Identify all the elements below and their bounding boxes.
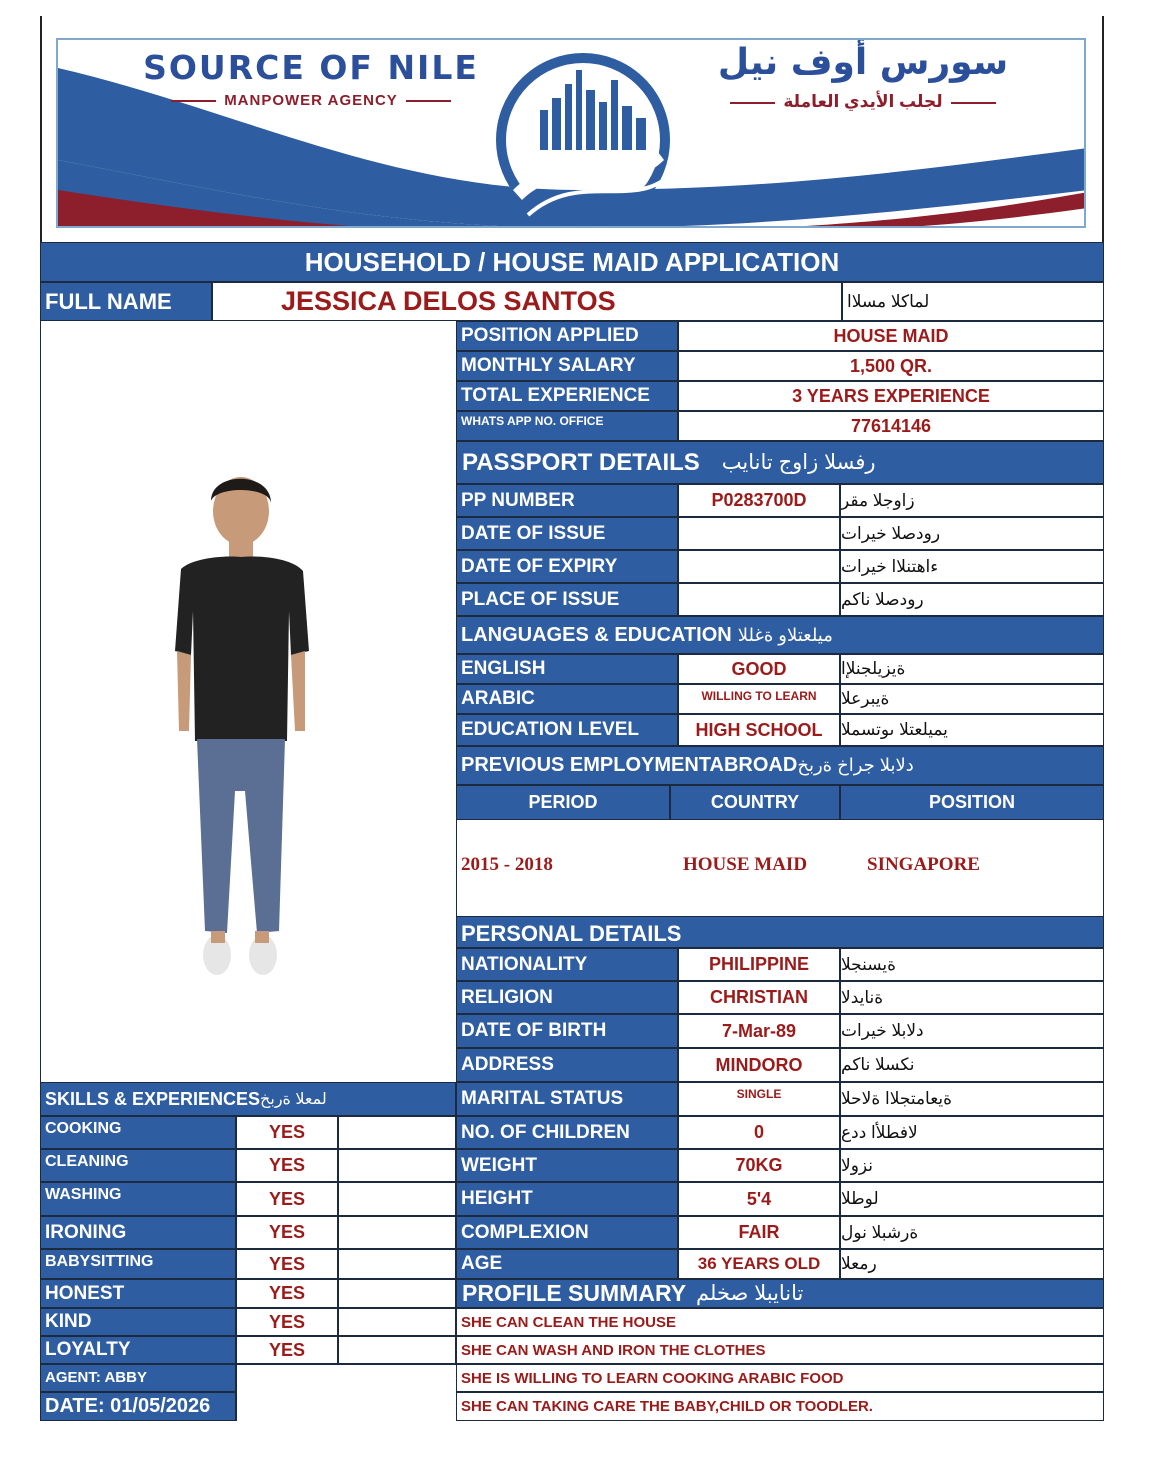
skill-loyalty-blank	[338, 1336, 456, 1364]
religion-label: RELIGION	[456, 981, 678, 1014]
complexion-label-ar: ةرشبلا نول	[840, 1216, 1104, 1249]
frame-right-border	[1102, 16, 1104, 242]
religion-label-ar: ةنايدلا	[840, 981, 1104, 1014]
languages-section-header	[456, 616, 1104, 654]
place-of-issue-value	[678, 583, 840, 616]
full-name-label: FULL NAME	[40, 282, 212, 321]
agent-field: AGENT: ABBY	[40, 1364, 236, 1392]
position-applied-label: POSITION APPLIED	[456, 321, 678, 351]
skill-ironing-value: YES	[236, 1216, 338, 1249]
skill-cooking-label: COOKING	[40, 1116, 236, 1149]
application-sheet	[40, 16, 1104, 1421]
monthly-salary-value: 1,500 QR.	[678, 351, 1104, 381]
address-label: ADDRESS	[456, 1048, 678, 1082]
height-label: HEIGHT	[456, 1182, 678, 1216]
skill-cooking-value: YES	[236, 1116, 338, 1149]
whatsapp-label: WHATS APP NO. OFFICE	[456, 411, 678, 441]
complexion-label: COMPLEXION	[456, 1216, 678, 1249]
age-label-ar: رمعلا	[840, 1249, 1104, 1279]
date-of-expiry-label: DATE OF EXPIRY	[456, 550, 678, 583]
marital-status-value: SINGLE	[678, 1082, 840, 1116]
children-value: 0	[678, 1116, 840, 1149]
date-of-expiry-label-ar: ءاهتنلاا خيرات	[840, 550, 1104, 583]
skill-honest-label: HONEST	[40, 1279, 236, 1308]
total-experience-label: TOTAL EXPERIENCE	[456, 381, 678, 411]
date-of-issue-label-ar: رودصلا خيرات	[840, 517, 1104, 550]
skill-cleaning-value: YES	[236, 1149, 338, 1182]
previous-employment-entry	[456, 820, 1104, 916]
place-of-issue-label: PLACE OF ISSUE	[456, 583, 678, 616]
skill-loyalty-value: YES	[236, 1336, 338, 1364]
skill-cleaning-label: CLEANING	[40, 1149, 236, 1182]
nationality-label-ar: ةيسنجلا	[840, 948, 1104, 981]
frame-left-border	[40, 16, 42, 242]
profile-line-4: SHE CAN TAKING CARE THE BABY,CHILD OR TOODLER.	[456, 1392, 1104, 1421]
brand-name-ar: سورس أوف نيل	[717, 42, 1009, 83]
skill-cleaning-blank	[338, 1149, 456, 1182]
english-label-ar: ةيزيلجنلإا	[840, 654, 1104, 684]
weight-value: 70KG	[678, 1149, 840, 1182]
pp-number-label: PP NUMBER	[456, 484, 678, 517]
skill-washing-blank	[338, 1182, 456, 1216]
country-column-header: COUNTRY	[670, 785, 840, 820]
pp-number-label-ar: زاوجلا مقر	[840, 484, 1104, 517]
height-label-ar: لوطلا	[840, 1182, 1104, 1216]
languages-title: LANGUAGES & EDUCATION	[461, 623, 732, 646]
total-experience-value: 3 YEARS EXPERIENCE	[678, 381, 1104, 411]
skill-honest-blank	[338, 1279, 456, 1308]
arabic-label-ar: ةيبرعلا	[840, 684, 1104, 714]
weight-label-ar: نزولا	[840, 1149, 1104, 1182]
pp-number-value: P0283700D	[678, 484, 840, 517]
prev-period: 2015 - 2018	[461, 854, 553, 875]
education-level-label-ar: يميلعتلا ىوتسملا	[840, 714, 1104, 746]
form-title: HOUSEHOLD / HOUSE MAID APPLICATION	[40, 242, 1104, 282]
height-value: 5'4	[678, 1182, 840, 1216]
full-name-label-ar-text: لماكلا مسلاا	[847, 291, 930, 311]
date-of-issue-label: DATE OF ISSUE	[456, 517, 678, 550]
skill-ironing-label: IRONING	[40, 1216, 236, 1249]
skill-babysitting-blank	[338, 1249, 456, 1279]
english-value: GOOD	[678, 654, 840, 684]
marital-status-label-ar: ةيعامتجلاا ةلاحلا	[840, 1082, 1104, 1116]
skills-title: SKILLS & EXPERIENCES	[45, 1088, 261, 1109]
brand-tagline-en: MANPOWER AGENCY	[116, 92, 506, 109]
skill-cooking-blank	[338, 1116, 456, 1149]
full-name-label-ar	[842, 282, 1104, 321]
profile-line-2: SHE CAN WASH AND IRON THE CLOTHES	[456, 1336, 1104, 1364]
personal-details-header: PERSONAL DETAILS	[456, 916, 1104, 948]
date-of-birth-label: DATE OF BIRTH	[456, 1014, 678, 1048]
languages-title-ar: ميلعتلاو ةغللا	[737, 624, 833, 645]
passport-section-header	[456, 441, 1104, 484]
religion-value: CHRISTIAN	[678, 981, 840, 1014]
previous-employment-title: PREVIOUS EMPLOYMENTABROAD	[461, 754, 798, 776]
children-label-ar: لافطلأا ددع	[840, 1116, 1104, 1149]
place-of-issue-label-ar: رودصلا ناكم	[840, 583, 1104, 616]
skill-kind-value: YES	[236, 1308, 338, 1336]
nationality-value: PHILIPPINE	[678, 948, 840, 981]
prev-country: SINGAPORE	[867, 854, 980, 875]
date-of-expiry-value	[678, 550, 840, 583]
profile-line-3: SHE IS WILLING TO LEARN COOKING ARABIC FOOD	[456, 1364, 1104, 1392]
passport-title-ar: رفسلا زاوج تانايب	[721, 451, 876, 474]
skill-ironing-blank	[338, 1216, 456, 1249]
whatsapp-value: 77614146	[678, 411, 1104, 441]
previous-employment-header	[456, 746, 1104, 785]
arabic-value: WILLING TO LEARN	[678, 684, 840, 714]
age-value: 36 YEARS OLD	[678, 1249, 840, 1279]
education-level-label: EDUCATION LEVEL	[456, 714, 678, 746]
skill-washing-value: YES	[236, 1182, 338, 1216]
skill-honest-value: YES	[236, 1279, 338, 1308]
skills-title-ar: لمعلا ةربخ	[260, 1091, 327, 1108]
agency-banner	[56, 38, 1086, 228]
date-field: DATE: 01/05/2026	[40, 1392, 236, 1421]
marital-status-label: MARITAL STATUS	[456, 1082, 678, 1116]
applicant-photo	[40, 321, 456, 1084]
profile-summary-title: PROFILE SUMMARY	[462, 1280, 687, 1306]
applicant-figure	[41, 321, 457, 1084]
skill-babysitting-label: BABYSITTING	[40, 1249, 236, 1279]
date-of-issue-value	[678, 517, 840, 550]
skill-kind-blank	[338, 1308, 456, 1336]
brand-tagline-ar: لجلب الأيدي العاملة	[703, 92, 1023, 112]
skill-kind-label: KIND	[40, 1308, 236, 1336]
age-label: AGE	[456, 1249, 678, 1279]
address-label-ar: نكسلا ناكم	[840, 1048, 1104, 1082]
position-applied-value: HOUSE MAID	[678, 321, 1104, 351]
profile-summary-title-ar: تانايبلا صخلم	[696, 1282, 804, 1305]
education-level-value: HIGH SCHOOL	[678, 714, 840, 746]
address-value: MINDORO	[678, 1048, 840, 1082]
skill-loyalty-label: LOYALTY	[40, 1336, 236, 1364]
monthly-salary-label: MONTHLY SALARY	[456, 351, 678, 381]
date-of-birth-value: 7-Mar-89	[678, 1014, 840, 1048]
skill-babysitting-value: YES	[236, 1249, 338, 1279]
skill-washing-label: WASHING	[40, 1182, 236, 1216]
date-of-birth-label-ar: دلابلا خيرات	[840, 1014, 1104, 1048]
period-column-header: PERIOD	[456, 785, 670, 820]
english-label: ENGLISH	[456, 654, 678, 684]
weight-label: WEIGHT	[456, 1149, 678, 1182]
complexion-value: FAIR	[678, 1216, 840, 1249]
children-label: NO. OF CHILDREN	[456, 1116, 678, 1149]
arabic-label: ARABIC	[456, 684, 678, 714]
passport-title: PASSPORT DETAILS	[462, 448, 700, 476]
profile-summary-header	[456, 1279, 1104, 1308]
skills-section-header	[40, 1082, 456, 1116]
brand-name-en: SOURCE OF NILE	[143, 48, 479, 87]
full-name-value: JESSICA DELOS SANTOS	[212, 282, 842, 321]
previous-employment-title-ar: دلابلا جراخ ةربخ	[797, 755, 914, 775]
profile-line-1: SHE CAN CLEAN THE HOUSE	[456, 1308, 1104, 1336]
nationality-label: NATIONALITY	[456, 948, 678, 981]
position-column-header: POSITION	[840, 785, 1104, 820]
agent-signature-space	[236, 1364, 456, 1421]
prev-position: HOUSE MAID	[683, 854, 808, 875]
